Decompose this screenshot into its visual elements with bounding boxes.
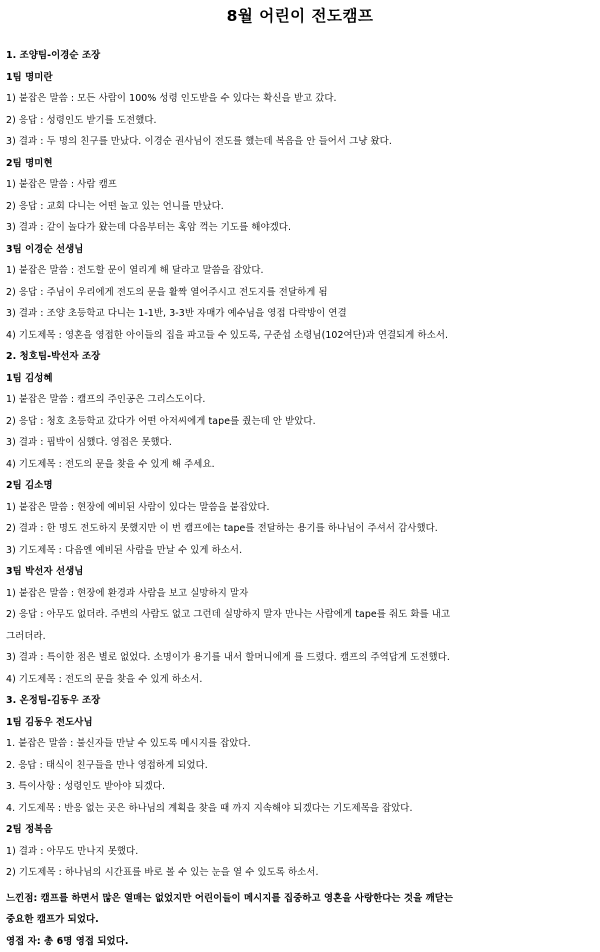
report-line: 3) 기도제목 : 다음엔 예비된 사람을 만날 수 있게 하소서. <box>6 540 594 562</box>
report-line: 1) 붙잡은 말씀 : 전도할 문이 열리게 해 달라고 말씀을 잡았다. <box>6 260 594 282</box>
sub-team-heading: 1팀 김성혜 <box>6 368 594 390</box>
report-line: 1) 붙잡은 말씀 : 현장에 예비된 사람이 있다는 말씀을 붙잡았다. <box>6 497 594 519</box>
report-line: 2) 응답 : 청호 초등학교 갔다가 어떤 아저씨에게 tape를 줬는데 안 받았다. <box>6 411 594 433</box>
report-line: 2) 응답 : 주님이 우리에게 전도의 문을 활짝 열어주시고 전도지를 전달하게 됨 <box>6 282 594 304</box>
sub-team-heading: 2팀 김소명 <box>6 475 594 497</box>
sub-team-heading: 3팀 이경순 선생님 <box>6 239 594 261</box>
report-line: 2) 응답 : 성령인도 받기를 도전했다. <box>6 110 594 132</box>
report-line: 3) 결과 : 핍박이 심했다. 영접은 못했다. <box>6 432 594 454</box>
sub-team-heading: 3팀 박선자 선생님 <box>6 561 594 583</box>
report-line: 1) 붙잡은 말씀 : 사람 캠프 <box>6 174 594 196</box>
report-line: 1) 붙잡은 말씀 : 현장에 환경과 사람을 보고 실망하지 말자 <box>6 583 594 605</box>
report-line: 2. 응답 : 태식이 친구들을 만나 영접하게 되었다. <box>6 755 594 777</box>
report-line: 3) 결과 : 같이 놀다가 왔는데 다음부터는 혹암 꺽는 기도를 해야겠다. <box>6 217 594 239</box>
report-line: 2) 응답 : 아무도 없더라. 주변의 사람도 없고 그런데 실망하지 말자 만나는 사람에게 tape를 줘도 화를 내고 <box>6 604 594 626</box>
report-line: 3) 결과 : 조양 초등학교 다니는 1-1반, 3-3반 자매가 예수님을 영접 다락방이 연결 <box>6 303 594 325</box>
report-line: 4. 기도제목 : 반응 없는 곳은 하나님의 계획을 찾을 때 까지 지속해야 되겠다는 기도제목을 잡았다. <box>6 798 594 820</box>
document-title: 8월 어린이 전도캠프 <box>6 0 594 35</box>
report-line: 그러더라. <box>6 626 594 648</box>
team-section-heading: 1. 조양팀-이경순 조장 <box>6 45 594 67</box>
report-line: 4) 기도제목 : 영혼을 영접한 아이들의 집을 파고들 수 있도록, 구준섭 소령님(102여단)과 연결되게 하소서. <box>6 325 594 347</box>
report-line: 2) 결과 : 한 명도 전도하지 못했지만 이 번 캠프에는 tape를 전달하는 용기를 하나님이 주셔서 감사했다. <box>6 518 594 540</box>
sub-team-heading: 2팀 정복음 <box>6 819 594 841</box>
report-line: 3) 결과 : 두 명의 친구를 만났다. 이경순 권사님이 전도를 했는데 복음을 안 들어서 그냥 왔다. <box>6 131 594 153</box>
report-line: 1) 붙잡은 말씀 : 모든 사람이 100% 성령 인도받을 수 있다는 확신을 받고 갔다. <box>6 88 594 110</box>
report-line: 4) 기도제목 : 전도의 문을 찾을 수 있게 해 주세요. <box>6 454 594 476</box>
report-line: 2) 기도제목 : 하나님의 시간표를 바로 볼 수 있는 눈을 열 수 있도록 하소서. <box>6 862 594 884</box>
sub-team-heading: 2팀 명미현 <box>6 153 594 175</box>
sub-team-heading: 1팀 명미란 <box>6 67 594 89</box>
team-section-heading: 3. 온정팀-김동우 조장 <box>6 690 594 712</box>
report-line: 3. 특이사항 : 성령인도 받아야 되겠다. <box>6 776 594 798</box>
report-summary <box>6 888 594 952</box>
summary-line: 느낀점: 캠프를 하면서 많은 열매는 없었지만 어린이들이 메시지를 집중하고 영혼을 사랑한다는 것을 깨닫는 <box>6 888 594 910</box>
title-spacer <box>6 35 594 45</box>
report-line: 3) 결과 : 특이한 점은 별로 없었다. 소명이가 용기를 내서 할머니에게 를 드렸다. 캠프의 주역답게 도전했다. <box>6 647 594 669</box>
report-line: 1) 붙잡은 말씀 : 캠프의 주인공은 그리스도이다. <box>6 389 594 411</box>
report-line: 1) 결과 : 아무도 만나지 못했다. <box>6 841 594 863</box>
report-line: 4) 기도제목 : 전도의 문을 찾을 수 있게 하소서. <box>6 669 594 691</box>
summary-line: 중요한 캠프가 되었다. <box>6 909 594 931</box>
team-section-heading: 2. 청호팀-박선자 조장 <box>6 346 594 368</box>
report-line: 1. 붙잡은 말씀 : 불신자들 만날 수 있도록 메시지를 잡았다. <box>6 733 594 755</box>
report-body <box>6 45 594 884</box>
summary-line: 영접 자: 총 6명 영접 되었다. <box>6 931 594 952</box>
sub-team-heading: 1팀 김동우 전도사님 <box>6 712 594 734</box>
report-line: 2) 응답 : 교회 다니는 어떤 놀고 있는 언니를 만났다. <box>6 196 594 218</box>
